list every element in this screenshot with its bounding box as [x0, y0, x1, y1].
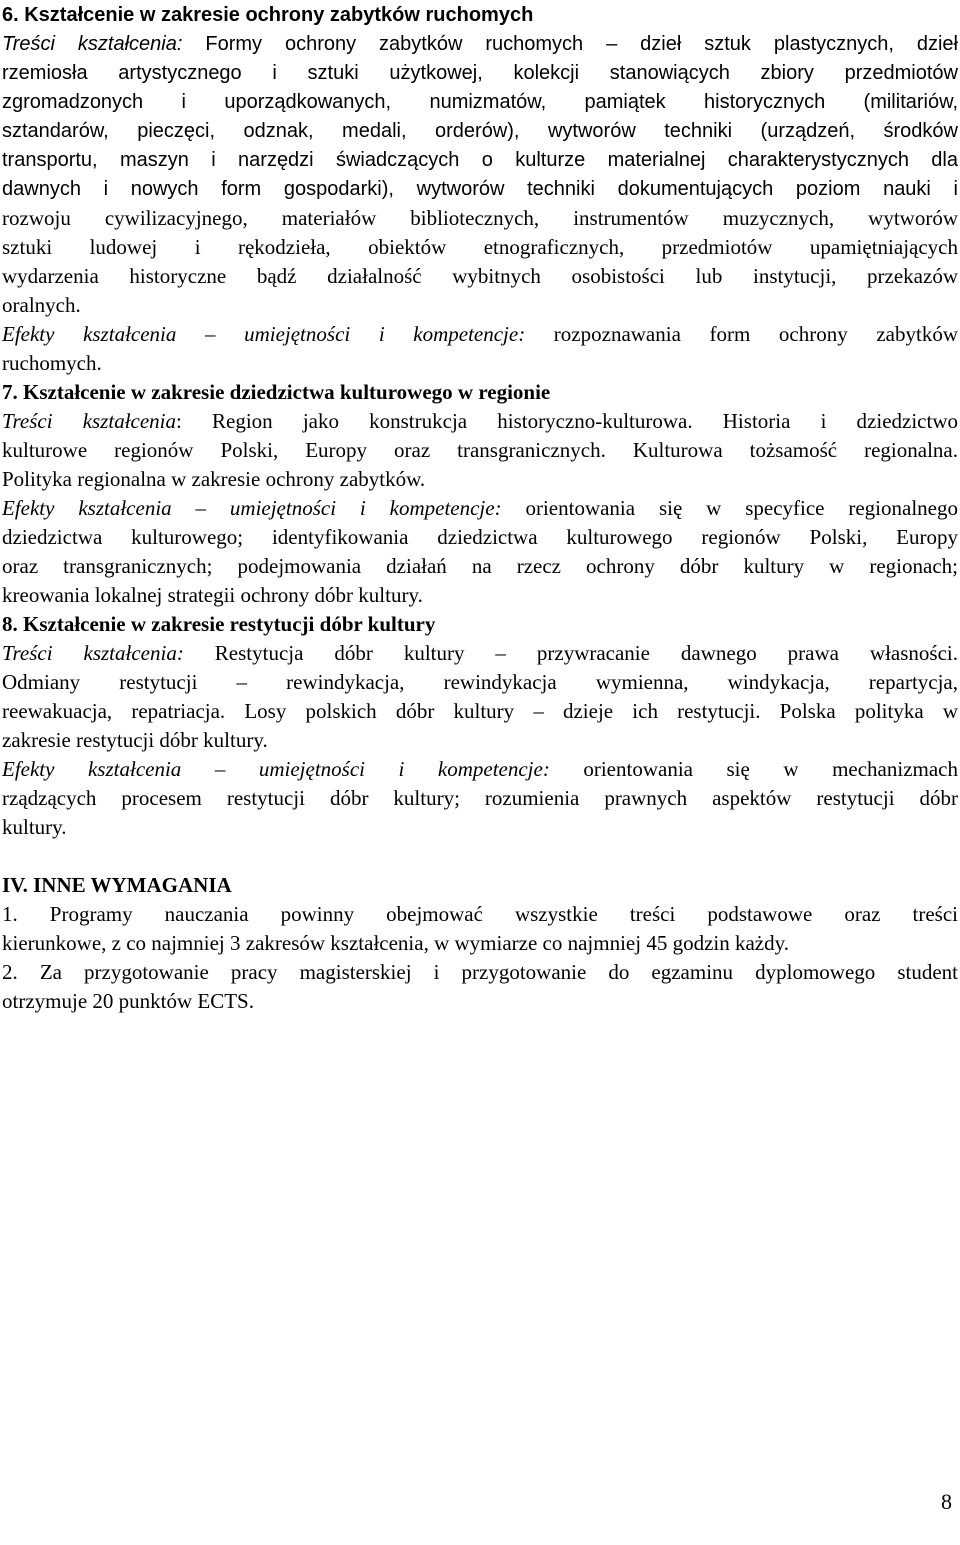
- section-7-heading: 7. Kształcenie w zakresie dziedzictwa kulturowego w regionie: [2, 380, 551, 404]
- section-8-effects-line-1-text: orientowania się w mechanizmach: [549, 757, 958, 781]
- requirement-2-line-2: otrzymuje 20 punktów ECTS.: [2, 989, 254, 1013]
- section-6-content-lead: Treści kształcenia:: [2, 33, 183, 55]
- section-8-line-1-text: Restytucja dóbr kultury – przywracanie dawnego prawa własności.: [183, 641, 958, 665]
- section-6-line-10: oralnych.: [2, 293, 81, 317]
- section-8-line-1: [2, 639, 958, 668]
- page-number: 8: [941, 1489, 952, 1514]
- section-8-effects-line-1: [2, 755, 958, 784]
- requirement-2-line-1: 2. Za przygotowanie pracy magisterskiej i przygotowanie do egzaminu dyplomowego student: [2, 960, 958, 984]
- section-7-effects-line-1-text: orientowania się w specyfice regionalnego: [501, 496, 958, 520]
- section-8-heading: 8. Kształcenie w zakresie restytucji dóbr kultury: [2, 612, 436, 636]
- section-6-line-3: zgromadzonych i uporządkowanych, numizmatów, pamiątek historycznych (militariów,: [2, 91, 958, 113]
- section-8-effects-line-2: rządzących procesem restytucji dóbr kultury; rozumienia prawnych aspektów restytucji dóbr: [2, 786, 958, 810]
- section-8-effects-line-3: kultury.: [2, 815, 67, 839]
- section-7-effects-lead: Efekty kształcenia – umiejętności i kompetencje:: [2, 496, 502, 520]
- section-8-line-4: zakresie restytucji dóbr kultury.: [2, 728, 268, 752]
- section-7-content-lead: Treści kształcenia: [2, 409, 177, 433]
- section-7-effects-line-4: kreowania lokalnej strategii ochrony dóbr kultury.: [2, 583, 423, 607]
- section-7-line-3: Polityka regionalna w zakresie ochrony zabytków.: [2, 467, 426, 491]
- requirement-1-line-1: 1. Programy nauczania powinny obejmować wszystkie treści podstawowe oraz treści: [2, 902, 958, 926]
- page-content: [2, 1, 958, 1016]
- section-7-effects-line-1: [2, 494, 958, 523]
- section-6-line-8: sztuki ludowej i rękodzieła, obiektów etnograficznych, przedmiotów upamiętniających: [2, 235, 958, 259]
- section-iv-heading: IV. INNE WYMAGANIA: [2, 873, 232, 897]
- section-6-heading: 6. Kształcenie w zakresie ochrony zabytków ruchomych: [2, 4, 534, 26]
- section-6-line-6: dawnych i nowych form gospodarki), wytworów techniki dokumentujących poziom nauki i: [2, 178, 958, 200]
- section-7-line-1: [2, 407, 958, 436]
- section-6-line-1: [2, 30, 958, 59]
- section-6-effects-line-2: ruchomych.: [2, 351, 102, 375]
- section-6-line-2: rzemiosła artystycznego i sztuki użytkowej, kolekcji stanowiących zbiory przedmiotów: [2, 62, 958, 84]
- section-7-line-1-text: : Region jako konstrukcja historyczno-kulturowa. Historia i dziedzictwo: [176, 409, 959, 433]
- section-6-line-1-text: Formy ochrony zabytków ruchomych – dzieł sztuk plastycznych, dzieł: [182, 33, 959, 55]
- section-8-effects-lead: Efekty kształcenia – umiejętności i kompetencje:: [2, 757, 550, 781]
- section-6-effects-lead: Efekty kształcenia – umiejętności i kompetencje:: [2, 322, 526, 346]
- section-spacer: [2, 842, 958, 871]
- section-8-line-2: Odmiany restytucji – rewindykacja, rewindykacja wymienna, windykacja, repartycja,: [2, 670, 958, 694]
- section-6-line-4: sztandarów, pieczęci, odznak, medali, orderów), wytworów techniki (urządzeń, środków: [2, 120, 958, 142]
- section-8-line-3: reewakuacja, repatriacja. Losy polskich dóbr kultury – dzieje ich restytucji. Polska polityka w: [2, 699, 958, 723]
- section-6-effects-line-1-text: rozpoznawania form ochrony zabytków: [525, 322, 958, 346]
- requirement-1-line-2: kierunkowe, z co najmniej 3 zakresów kształcenia, w wymiarze co najmniej 45 godzin każdy.: [2, 931, 790, 955]
- section-7-effects-line-2: dziedzictwa kulturowego; identyfikowania dziedzictwa kulturowego regionów Polski, Europy: [2, 525, 958, 549]
- section-6-line-5: transportu, maszyn i narzędzi świadczących o kulturze materialnej charakterystycznych dla: [2, 149, 958, 171]
- section-7-effects-line-3: oraz transgranicznych; podejmowania działań na rzecz ochrony dóbr kultury w regionach;: [2, 554, 958, 578]
- section-6-line-7: rozwoju cywilizacyjnego, materiałów bibliotecznych, instrumentów muzycznych, wytworów: [2, 206, 958, 230]
- section-6-effects-line-1: [2, 320, 958, 349]
- section-8-content-lead: Treści kształcenia:: [2, 641, 184, 665]
- section-7-line-2: kulturowe regionów Polski, Europy oraz transgranicznych. Kulturowa tożsamość regionalna.: [2, 438, 958, 462]
- section-6-line-9: wydarzenia historyczne bądź działalność wybitnych osobistości lub instytucji, przekazów: [2, 264, 958, 288]
